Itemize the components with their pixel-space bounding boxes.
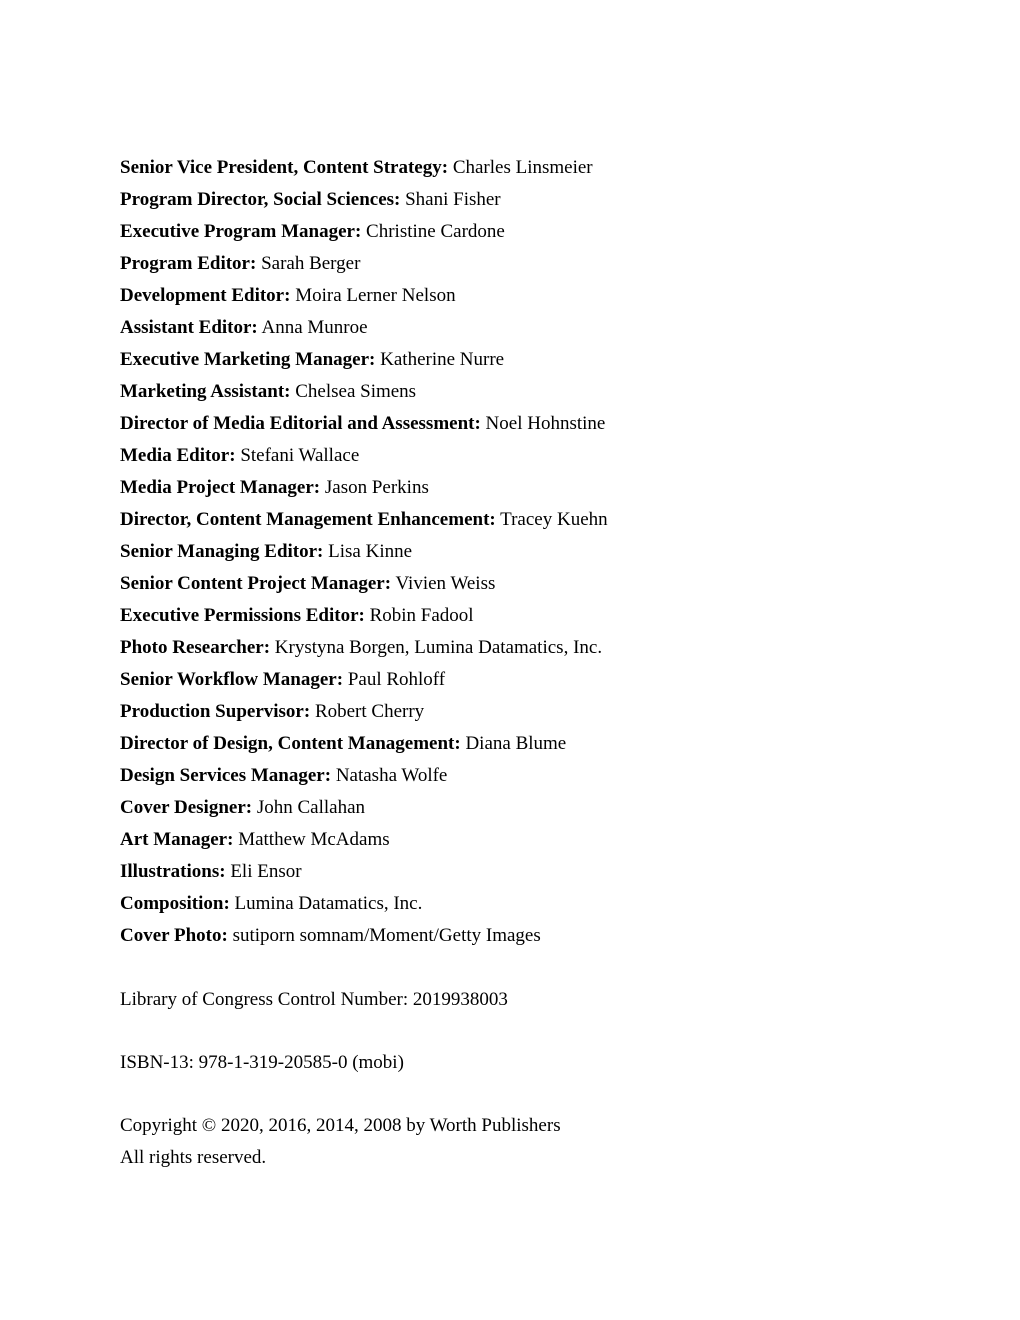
credit-role: Cover Designer: [120, 797, 253, 818]
credit-role: Director of Design, Content Management: [120, 733, 461, 754]
credit-line [120, 472, 980, 504]
credit-name: Matthew McAdams [238, 829, 390, 850]
credit-role: Marketing Assistant: [120, 381, 291, 402]
credit-role: Program Editor: [120, 253, 257, 274]
credit-line [120, 632, 980, 664]
credit-role: Development Editor: [120, 285, 291, 306]
credit-line [120, 344, 980, 376]
credit-line [120, 728, 980, 760]
credit-line [120, 184, 980, 216]
credit-line [120, 760, 980, 792]
credit-name: Noel Hohnstine [485, 413, 606, 434]
credit-line [120, 792, 980, 824]
credit-line [120, 568, 980, 600]
credit-role: Senior Vice President, Content Strategy: [120, 157, 449, 178]
credit-name: Shani Fisher [405, 189, 501, 210]
credit-role: Senior Workflow Manager: [120, 669, 344, 690]
credit-line [120, 216, 980, 248]
credit-role: Media Editor: [120, 445, 236, 466]
credit-name: Robert Cherry [314, 701, 425, 722]
credit-line [120, 280, 980, 312]
credit-name: Jason Perkins [324, 477, 429, 498]
credit-role: Composition: [120, 893, 230, 914]
credit-name: Paul Rohloff [347, 669, 446, 690]
credit-name: Katherine Nurre [380, 349, 505, 370]
credit-role: Cover Photo: [120, 925, 228, 946]
credits-list [120, 152, 980, 952]
credit-line [120, 504, 980, 536]
credit-line [120, 536, 980, 568]
credit-role: Program Director, Social Sciences: [120, 189, 401, 210]
credit-line [120, 408, 980, 440]
credit-role: Photo Researcher: [120, 637, 271, 658]
credit-line [120, 696, 980, 728]
credit-line [120, 376, 980, 408]
credit-role: Executive Marketing Manager: [120, 349, 376, 370]
credit-line [120, 888, 980, 920]
copyright-line: Copyright © 2020, 2016, 2014, 2008 by Worth Publishers [120, 1115, 561, 1136]
credit-role: Art Manager: [120, 829, 234, 850]
credit-name: Tracey Kuehn [500, 509, 608, 530]
credit-name: Krystyna Borgen, Lumina Datamatics, Inc. [274, 637, 603, 658]
credit-role: Illustrations: [120, 861, 226, 882]
credit-line [120, 152, 980, 184]
credit-line [120, 600, 980, 632]
credit-role: Production Supervisor: [120, 701, 311, 722]
credit-role: Executive Permissions Editor: [120, 605, 365, 626]
credit-name: Christine Cardone [366, 221, 505, 242]
credit-name: Diana Blume [465, 733, 567, 754]
credit-name: Lumina Datamatics, Inc. [234, 893, 423, 914]
credit-name: Stefani Wallace [240, 445, 360, 466]
credit-line [120, 312, 980, 344]
credit-role: Executive Program Manager: [120, 221, 362, 242]
credit-line [120, 248, 980, 280]
credit-name: Lisa Kinne [328, 541, 413, 562]
credit-line [120, 664, 980, 696]
credit-line [120, 856, 980, 888]
credit-role: Senior Managing Editor: [120, 541, 324, 562]
rights-line: All rights reserved. [120, 1147, 267, 1168]
credit-name: John Callahan [256, 797, 366, 818]
credit-name: Eli Ensor [230, 861, 302, 882]
copyright-page [120, 152, 980, 1174]
credit-name: Chelsea Simens [295, 381, 417, 402]
credit-name: Vivien Weiss [395, 573, 496, 594]
credit-line [120, 920, 980, 952]
credit-role: Assistant Editor: [120, 317, 258, 338]
copyright-block [120, 1110, 980, 1174]
credit-name: Robin Fadool [369, 605, 474, 626]
credit-role: Design Services Manager: [120, 765, 332, 786]
isbn-line: ISBN-13: 978-1-319-20585-0 (mobi) [120, 1052, 404, 1073]
credit-role: Director of Media Editorial and Assessment: [120, 413, 481, 434]
credit-name: Anna Munroe [261, 317, 368, 338]
credit-name: sutiporn somnam/Moment/Getty Images [232, 925, 541, 946]
lccn-line: Library of Congress Control Number: 2019938003 [120, 989, 508, 1010]
credit-line [120, 824, 980, 856]
credit-name: Sarah Berger [261, 253, 361, 274]
credit-name: Moira Lerner Nelson [295, 285, 456, 306]
credit-role: Director, Content Management Enhancement: [120, 509, 496, 530]
credit-role: Senior Content Project Manager: [120, 573, 392, 594]
credit-line [120, 440, 980, 472]
credit-role: Media Project Manager: [120, 477, 321, 498]
credit-name: Natasha Wolfe [335, 765, 448, 786]
credit-name: Charles Linsmeier [452, 157, 593, 178]
